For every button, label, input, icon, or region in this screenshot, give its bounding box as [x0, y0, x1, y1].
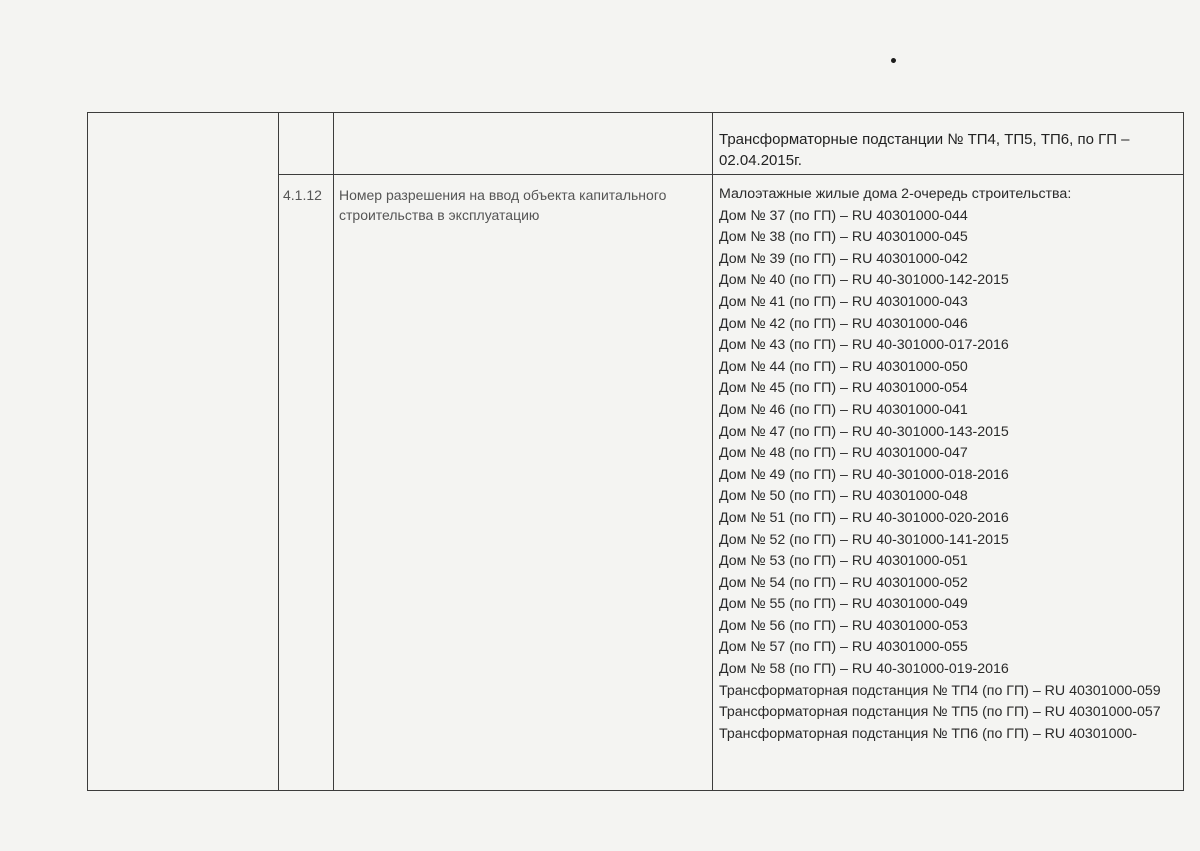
permit-line: Дом № 37 (по ГП) – RU 40301000-044 [719, 207, 968, 224]
permit-line: Дом № 46 (по ГП) – RU 40301000-041 [719, 401, 968, 418]
item-number-cell [279, 113, 334, 175]
permit-line: Дом № 40 (по ГП) – RU 40-301000-142-2015 [719, 272, 1009, 289]
permit-line: Дом № 48 (по ГП) – RU 40301000-047 [719, 445, 968, 462]
permit-line: Дом № 42 (по ГП) – RU 40301000-046 [719, 315, 968, 332]
permit-line: Малоэтажные жилые дома 2-очередь строительства: [719, 186, 1072, 202]
permit-line: Дом № 58 (по ГП) – RU 40-301000-019-2016 [719, 661, 1009, 678]
scan-speck [890, 57, 897, 64]
permit-line: Дом № 44 (по ГП) – RU 40301000-050 [719, 358, 968, 375]
permit-line: Дом № 47 (по ГП) – RU 40-301000-143-2015 [719, 423, 1009, 440]
permit-line: Дом № 54 (по ГП) – RU 40301000-052 [719, 574, 968, 591]
permit-line: Дом № 57 (по ГП) – RU 40301000-055 [719, 639, 968, 656]
permit-line: Трансформаторная подстанция № ТП5 (по ГП) – RU 40301000-057 [719, 704, 1161, 721]
permit-line: Трансформаторная подстанция № ТП6 (по ГП) – RU 40301000- [719, 725, 1137, 742]
permit-list [719, 184, 1177, 745]
permit-line: Трансформаторная подстанция № ТП4 (по ГП) – RU 40301000-059 [719, 682, 1161, 699]
item-name: Номер разрешения на ввод объекта капитального строительства в эксплуатацию [334, 175, 713, 791]
permit-table [87, 112, 1184, 791]
permit-line: Дом № 43 (по ГП) – RU 40-301000-017-2016 [719, 337, 1009, 354]
permit-list-cell [713, 175, 1184, 791]
item-name-cell [334, 113, 713, 175]
table-row [88, 113, 1184, 175]
permit-line: Дом № 56 (по ГП) – RU 40301000-053 [719, 617, 968, 634]
section-cell [88, 113, 279, 791]
item-number: 4.1.12 [279, 175, 334, 791]
permit-line: Дом № 39 (по ГП) – RU 40301000-042 [719, 250, 968, 267]
permit-line: Дом № 50 (по ГП) – RU 40301000-048 [719, 488, 968, 505]
permit-line: Дом № 55 (по ГП) – RU 40301000-049 [719, 596, 968, 613]
permit-line: Дом № 41 (по ГП) – RU 40301000-043 [719, 293, 968, 310]
permit-line: Дом № 52 (по ГП) – RU 40-301000-141-2015 [719, 531, 1009, 548]
permit-line: Дом № 45 (по ГП) – RU 40301000-054 [719, 380, 968, 397]
value-cell: Трансформаторные подстанции № ТП4, ТП5, ТП6, по ГП – 02.04.2015г. [713, 113, 1184, 175]
permit-line: Дом № 49 (по ГП) – RU 40-301000-018-2016 [719, 466, 1009, 483]
permit-line: Дом № 53 (по ГП) – RU 40301000-051 [719, 553, 968, 570]
permit-line: Дом № 38 (по ГП) – RU 40301000-045 [719, 229, 968, 246]
permit-line: Дом № 51 (по ГП) – RU 40-301000-020-2016 [719, 509, 1009, 526]
